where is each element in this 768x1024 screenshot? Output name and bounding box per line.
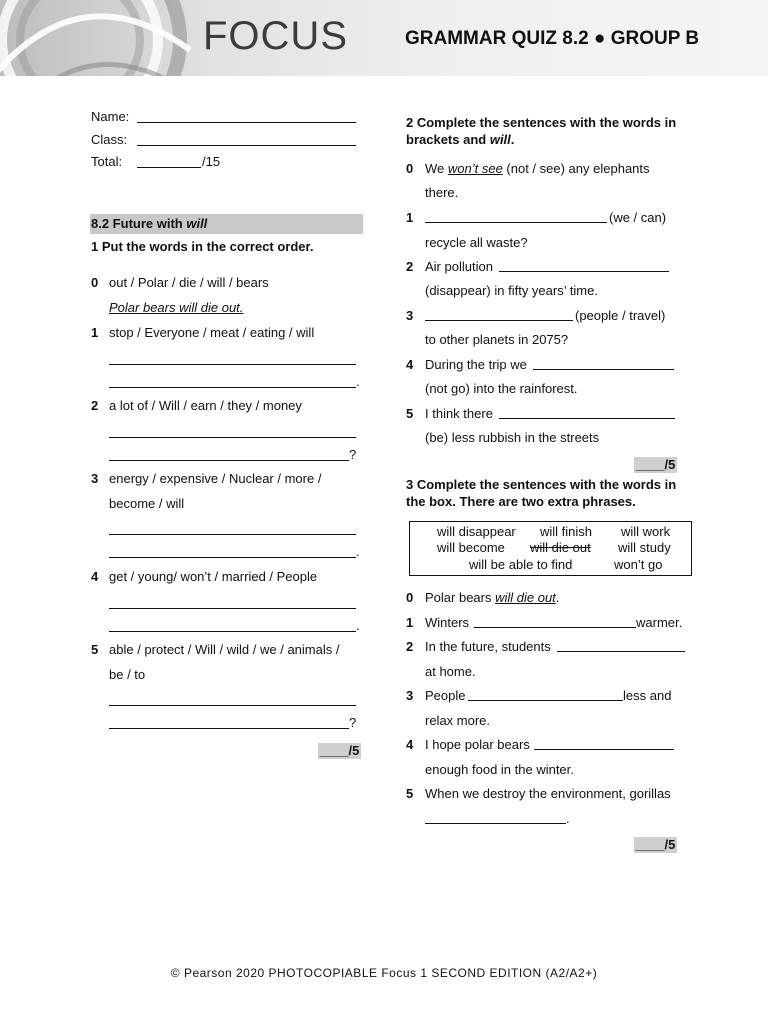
sentence-rest: (we / can)	[609, 210, 667, 225]
section-2-score: ____/5	[635, 457, 676, 472]
word-prompt: stop / Everyone / meat / eating / will	[109, 325, 315, 340]
word-prompt: energy / expensive / Nuclear / more /	[109, 471, 322, 486]
page-footer: © Pearson 2020 PHOTOCOPIABLE Focus 1 SECOND EDITION (A2/A2+)	[170, 966, 598, 980]
answer-line[interactable]	[109, 728, 349, 729]
answer-line[interactable]	[109, 364, 356, 365]
class-label: Class:	[91, 132, 128, 147]
focus-logo: FOCUS	[203, 14, 348, 58]
page-header	[0, 0, 768, 76]
item-number: 2	[406, 639, 414, 654]
gap-line[interactable]	[425, 320, 573, 321]
sentence-cont: relax more.	[425, 713, 491, 728]
item-number: 2	[406, 259, 414, 274]
box-phrase: will finish	[540, 524, 593, 539]
example-answer: Polar bears will die out.	[109, 300, 244, 315]
answer-line[interactable]	[109, 608, 356, 609]
sentence-start: Winters	[425, 615, 470, 630]
name-field[interactable]	[137, 122, 356, 123]
item-number: 0	[91, 275, 99, 290]
sentence-cont: to other planets in 2075?	[425, 332, 569, 347]
box-phrase: will disappear	[437, 524, 516, 539]
sentence-rest: warmer.	[636, 615, 683, 630]
box-phrase: will be able to find	[469, 557, 573, 572]
answer-line[interactable]	[109, 631, 356, 632]
word-prompt: a lot of / Will / earn / they / money	[109, 398, 302, 413]
example-answer: will die out	[495, 590, 556, 605]
section-heading-text: 8.2 Future with	[91, 216, 187, 231]
gap-line[interactable]	[533, 369, 674, 370]
word-prompt-cont: become / will	[109, 496, 185, 511]
gap-line[interactable]	[534, 749, 674, 750]
gap-line[interactable]	[499, 271, 669, 272]
sentence-start: I hope polar bears	[425, 737, 530, 752]
exercise-1-instruction: 1 Put the words in the correct order.	[91, 239, 314, 254]
item-number: 1	[406, 210, 414, 225]
total-field[interactable]	[137, 167, 201, 168]
item-number: 0	[406, 590, 414, 605]
name-label: Name:	[91, 109, 130, 124]
sentence-cont: (be) less rubbish in the streets	[425, 430, 600, 445]
item-number: 0	[406, 161, 414, 176]
item-number: 5	[406, 406, 414, 421]
item-number: 4	[91, 569, 99, 584]
sentence-rest: less and	[623, 688, 672, 703]
instruction-text: brackets and	[406, 132, 490, 147]
sentence-start: I think there	[425, 406, 493, 421]
answer-line[interactable]	[109, 460, 349, 461]
answer-line[interactable]	[109, 557, 356, 558]
sentence	[425, 590, 559, 605]
gap-line[interactable]	[474, 627, 636, 628]
sentence-end: ?	[349, 715, 357, 730]
item-number: 3	[91, 471, 99, 486]
sentence-cont: (not go) into the rainforest.	[425, 381, 578, 396]
class-field[interactable]	[137, 145, 356, 146]
sentence-rest: (people / travel)	[575, 308, 666, 323]
sentence-end: .	[356, 618, 360, 633]
sentence-cont: enough food in the winter.	[425, 762, 574, 777]
gap-line[interactable]	[499, 418, 675, 419]
quiz-title: GRAMMAR QUIZ 8.2 ● GROUP B	[405, 28, 700, 49]
section-1-score: ____/5	[319, 743, 360, 758]
sentence-cont: at home.	[425, 664, 476, 679]
sentence-cont: there.	[425, 185, 459, 200]
item-number: 5	[406, 786, 414, 801]
sentence	[425, 161, 650, 176]
item-number: 3	[406, 688, 414, 703]
answer-line[interactable]	[109, 387, 356, 388]
item-number: 4	[406, 737, 414, 752]
word-prompt-cont: be / to	[109, 667, 146, 682]
exercise-2-instruction-cont	[406, 132, 514, 147]
item-number: 1	[91, 325, 99, 340]
box-phrase: won’t go	[614, 557, 663, 572]
box-phrase: will become	[437, 540, 505, 555]
instruction-will: will	[489, 132, 511, 147]
item-number: 3	[406, 308, 414, 323]
word-prompt: out / Polar / die / will / bears	[109, 275, 269, 290]
sentence-end: .	[566, 811, 570, 826]
sentence-cont: recycle all waste?	[425, 235, 528, 250]
sentence-cont: (disappear) in fifty years’ time.	[425, 283, 598, 298]
item-number: 4	[406, 357, 414, 372]
box-phrase: will study	[618, 540, 671, 555]
section-heading-will: will	[186, 216, 208, 231]
gap-line[interactable]	[425, 222, 607, 223]
word-prompt: able / protect / Will / wild / we / animals /	[109, 642, 340, 657]
exercise-3-instruction: 3 Complete the sentences with the words in	[406, 477, 677, 492]
answer-line[interactable]	[109, 437, 356, 438]
sentence-start: Polar bears	[425, 590, 496, 605]
answer-line[interactable]	[109, 705, 356, 706]
item-number: 2	[91, 398, 99, 413]
gap-line[interactable]	[557, 651, 685, 652]
sentence-start: People	[425, 688, 466, 703]
word-prompt: get / young/ won’t / married / People	[109, 569, 318, 584]
sentence-start: When we destroy the environment, gorillas	[425, 786, 671, 801]
sentence-end: .	[356, 544, 360, 559]
sentence-rest: (not / see) any elephants	[502, 161, 650, 176]
sentence-end: .	[356, 374, 360, 389]
sentence-start: In the future, students	[425, 639, 551, 654]
sentence-start: Air pollution	[425, 259, 493, 274]
answer-line[interactable]	[109, 534, 356, 535]
sentence-end: ?	[349, 447, 357, 462]
gap-line[interactable]	[468, 700, 623, 701]
section-heading	[91, 216, 207, 231]
total-label: Total:	[91, 154, 123, 169]
sentence-start: We	[425, 161, 448, 176]
sentence-start: During the trip we	[425, 357, 527, 372]
exercise-3-instruction-cont: the box. There are two extra phrases.	[406, 494, 636, 509]
total-max: /15	[202, 154, 221, 169]
sentence-rest: .	[555, 590, 560, 605]
item-number: 1	[406, 615, 414, 630]
example-answer: won’t see	[447, 161, 503, 176]
box-phrase: will work	[621, 524, 671, 539]
logo-swirl-graphic	[0, 0, 210, 76]
gap-line[interactable]	[425, 823, 566, 824]
section-3-score: ____/5	[635, 837, 676, 852]
box-phrase-used: will die out	[530, 540, 591, 555]
item-number: 5	[91, 642, 99, 657]
exercise-2-instruction: 2 Complete the sentences with the words in	[406, 115, 677, 130]
instruction-dot: .	[510, 132, 515, 147]
